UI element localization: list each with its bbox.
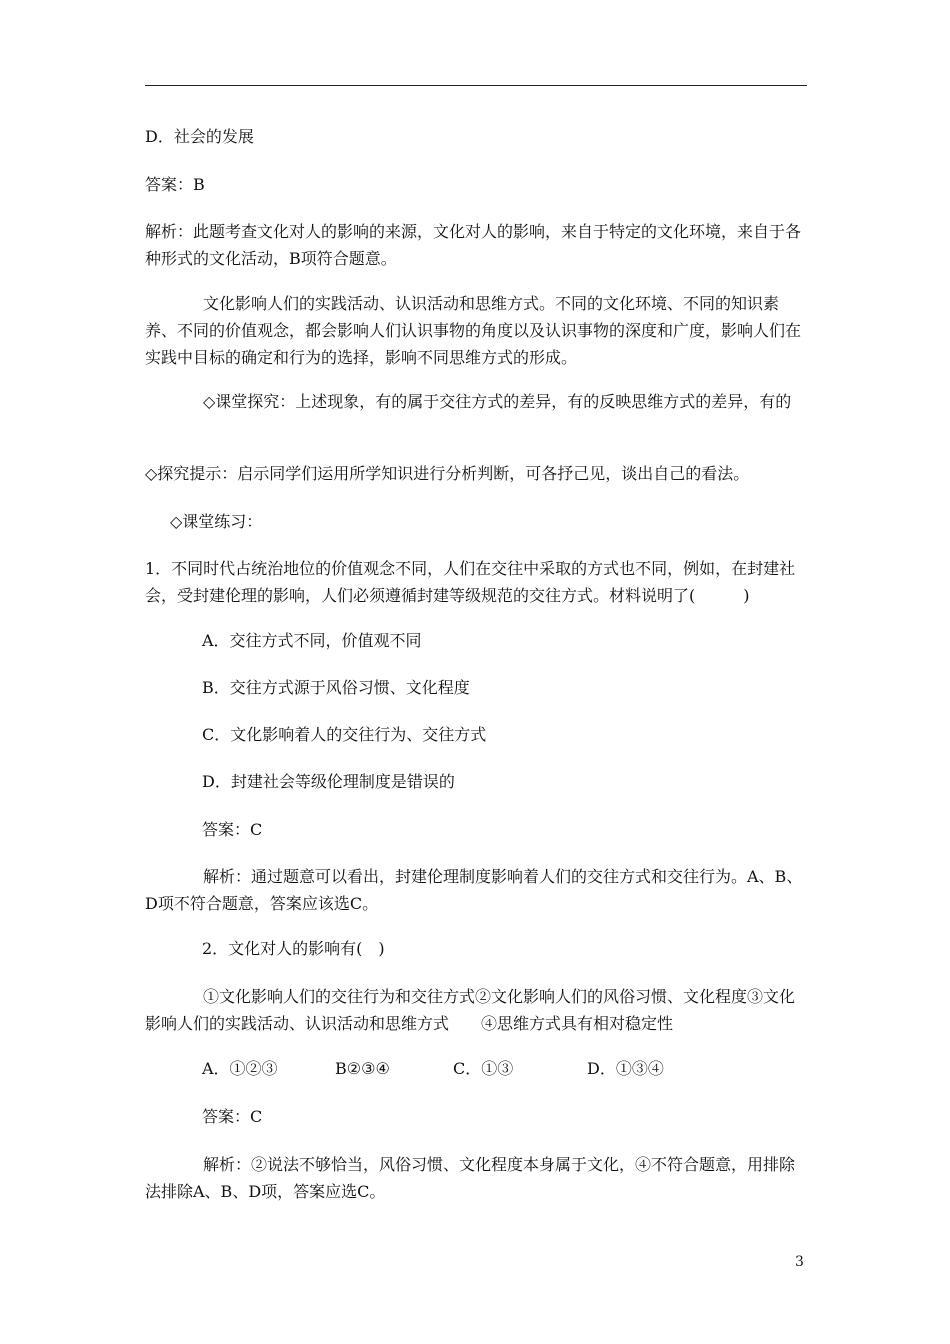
page-number: 3 bbox=[795, 1254, 804, 1270]
header-rule bbox=[145, 85, 807, 86]
q1-option-b: B．交往方式源于风俗习惯、文化程度 bbox=[202, 678, 470, 697]
q2-statements: ①文化影响人们的交往行为和交往方式②文化影响人们的风俗习惯、文化程度③文化影响人们的实践活动、认识活动和思维方式 ④思维方式具有相对稳定性 bbox=[145, 987, 796, 1033]
paragraph-culture-influence: 文化影响人们的实践活动、认识活动和思维方式。不同的文化环境、不同的知识素养、不同的价值观念，都会影响人们认识事物的角度以及认识事物的深度和广度，影响人们在实践中目标的确定和行为的选择，影响不同思维方式的形成。 bbox=[145, 294, 802, 367]
q2-option-c: C．①③ bbox=[453, 1059, 514, 1078]
q1-option-d: D．封建社会等级伦理制度是错误的 bbox=[202, 772, 455, 791]
q2-analysis: 解析：②说法不够恰当，风俗习惯、文化程度本身属于文化，④不符合题意，用排除法排除A、B、D项，答案应选C。 bbox=[145, 1155, 796, 1201]
prev-answer: 答案：B bbox=[145, 175, 205, 194]
q2-option-b: B②③④ bbox=[335, 1059, 390, 1078]
q1-analysis: 解析：通过题意可以看出，封建伦理制度影响着人们的交往方式和交往行为。A、B、D项不符合题意，答案应该选C。 bbox=[145, 867, 803, 913]
q2-answer: 答案：C bbox=[202, 1107, 263, 1126]
q2-option-d: D．①③④ bbox=[587, 1059, 664, 1078]
classroom-inquiry: ◇课堂探究：上述现象，有的属于交往方式的差异，有的反映思维方式的差异，有的 bbox=[203, 392, 792, 411]
prev-option-d: D．社会的发展 bbox=[145, 127, 254, 146]
q1-option-c: C．文化影响着人的交往行为、交往方式 bbox=[202, 725, 487, 744]
q1-answer: 答案：C bbox=[202, 820, 263, 839]
inquiry-hint: ◇探究提示：启示同学们运用所学知识进行分析判断，可各抒己见，谈出自己的看法。 bbox=[145, 464, 750, 483]
practice-heading: ◇课堂练习： bbox=[170, 512, 263, 531]
q2-stem: 2．文化对人的影响有( ) bbox=[202, 939, 385, 958]
prev-analysis: 解析：此题考查文化对人的影响的来源，文化对人的影响，来自于特定的文化环境，来自于各种形式的文化活动，B项符合题意。 bbox=[145, 222, 802, 268]
q1-stem: 1．不同时代占统治地位的价值观念不同，人们在交往中采取的方式也不同，例如，在封建社会，受封建伦理的影响，人们必须遵循封建等级规范的交往方式。材料说明了( ) bbox=[145, 559, 796, 605]
q1-option-a: A．交往方式不同，价值观不同 bbox=[202, 631, 422, 650]
q2-option-a: A．①②③ bbox=[202, 1059, 278, 1078]
